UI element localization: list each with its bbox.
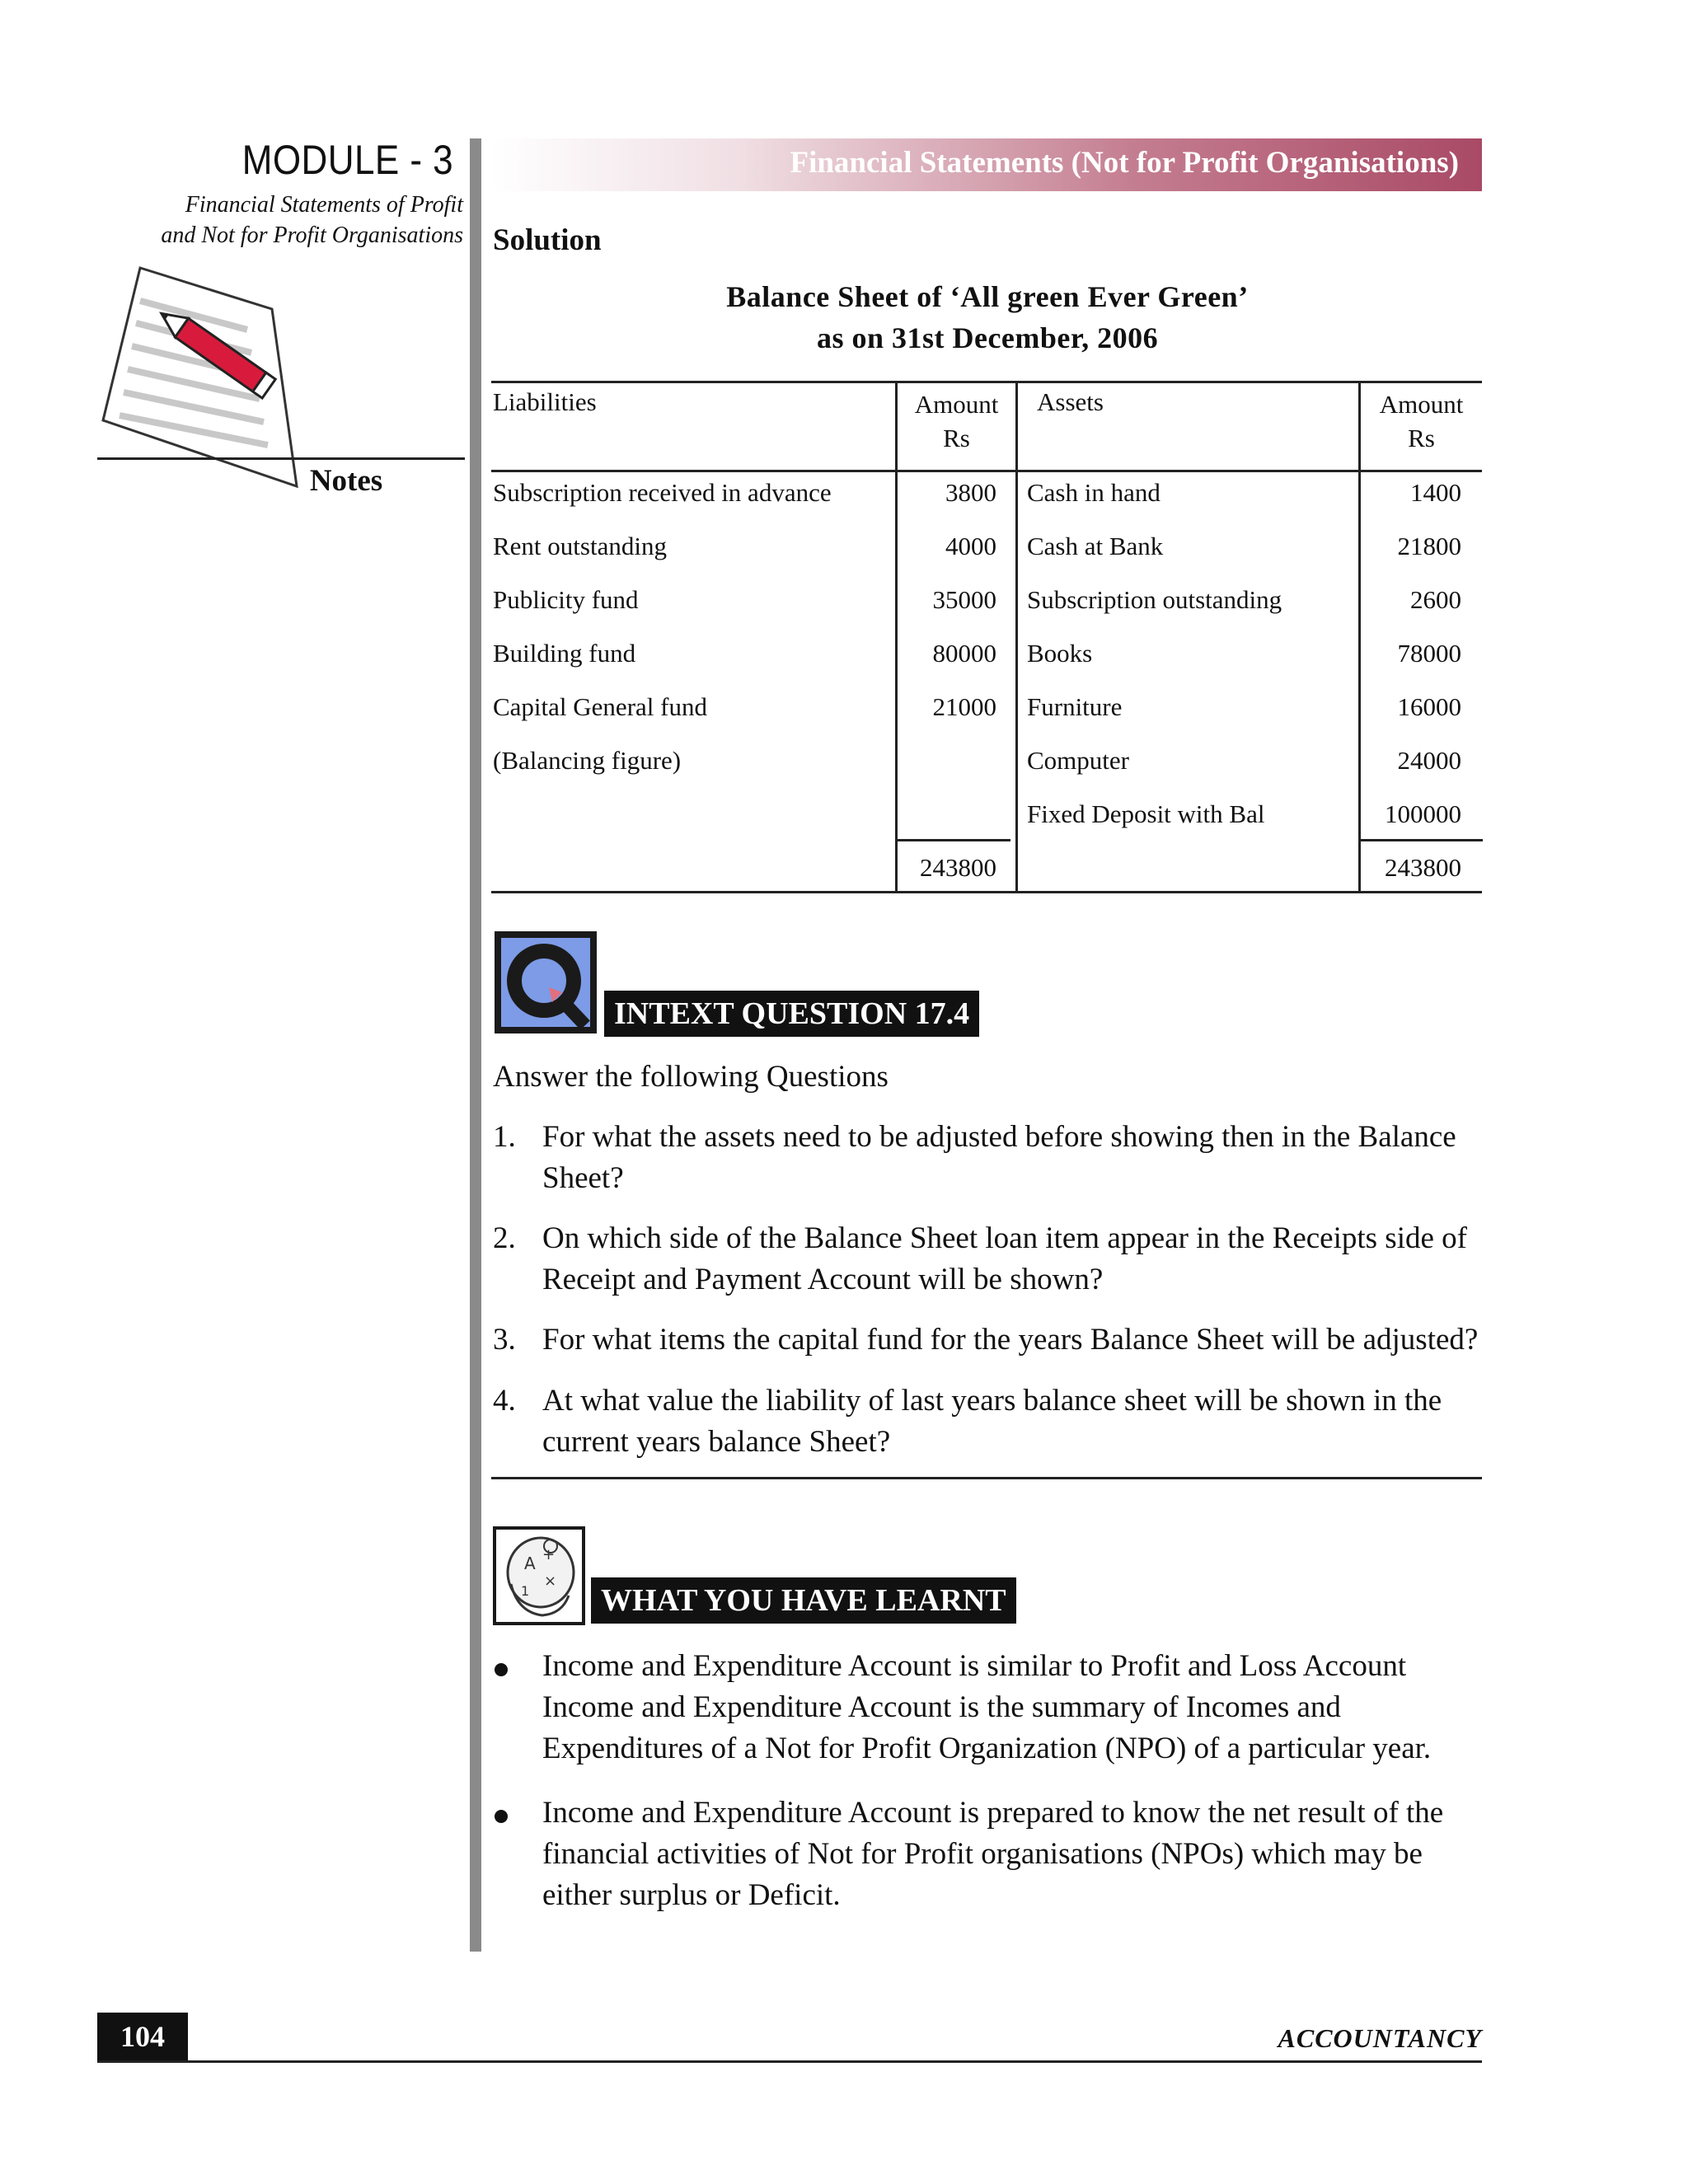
header-assets: Assets — [1037, 387, 1104, 416]
svg-text:+: + — [542, 1546, 556, 1563]
asset-label: Furniture — [1027, 692, 1123, 721]
asset-amount: 2600 — [1410, 585, 1461, 614]
asset-label: Cash in hand — [1027, 478, 1160, 507]
liability-label: Building fund — [493, 639, 636, 668]
col-divider-2 — [1015, 381, 1018, 893]
balance-sheet-title — [493, 276, 1482, 359]
assets-total: 243800 — [1385, 853, 1461, 882]
question-item — [493, 1117, 1482, 1199]
header-amount-liab-line1: Amount — [914, 390, 999, 419]
table-top-rule — [491, 381, 1482, 383]
asset-label: Fixed Deposit with Bal — [1027, 799, 1265, 828]
question-item — [493, 1319, 1482, 1361]
page-number: 104 — [97, 2013, 188, 2060]
table-header-rule — [491, 470, 1482, 472]
svg-text:×: × — [544, 1572, 557, 1590]
question-text: On which side of the Balance Sheet loan item appear in the Receipts side of Receipt and Payment Account will be shown? — [542, 1221, 1467, 1296]
liability-amount: 35000 — [932, 585, 996, 614]
balance-sheet-title-line1: Balance Sheet of ‘All green Ever Green’ — [726, 280, 1249, 313]
margin-bar — [470, 138, 481, 1952]
asset-label: Computer — [1027, 746, 1129, 775]
liability-label: Publicity fund — [493, 585, 639, 614]
asset-amount: 21800 — [1397, 532, 1461, 560]
liabilities-total: 243800 — [920, 853, 996, 882]
learnt-bullet-item — [493, 1646, 1482, 1769]
module-subtitle-line1: Financial Statements of Profit — [185, 192, 463, 218]
asset-label: Books — [1027, 639, 1093, 668]
question-text: For what the assets need to be adjusted before showing then in the Balance Sheet? — [542, 1120, 1456, 1195]
header-amount-liab-line2: Rs — [943, 424, 970, 452]
asset-amount: 78000 — [1397, 639, 1461, 668]
balance-sheet-title-line2: as on 31st December, 2006 — [816, 321, 1159, 354]
question-item — [493, 1380, 1482, 1463]
what-you-have-learnt-heading: WHAT YOU HAVE LEARNT — [591, 1577, 1016, 1624]
question-number: 1. — [493, 1120, 516, 1154]
header-amount-assets-line1: Amount — [1379, 390, 1464, 419]
footer-subject: ACCOUNTANCY — [1278, 2023, 1482, 2053]
question-number: 2. — [493, 1221, 516, 1255]
header-amount-assets-line2: Rs — [1408, 424, 1435, 452]
notes-rule — [97, 457, 465, 460]
svg-text:1: 1 — [521, 1583, 530, 1599]
header-banner-text: Financial Statements (Not for Profit Organisations) — [790, 146, 1459, 180]
svg-text:A: A — [524, 1554, 536, 1573]
bullet-dot — [495, 1810, 508, 1823]
notes-pencil-icon — [95, 264, 309, 494]
learnt-bullet-text: Income and Expenditure Account is prepared to know the net result of the financial activities of Not for Profit organisations (NPOs) which may be either surplus or Deficit. — [542, 1796, 1444, 1912]
col-divider-1 — [895, 381, 898, 893]
bullet-dot — [495, 1663, 508, 1676]
asset-label: Cash at Bank — [1027, 532, 1164, 560]
asset-amount: 1400 — [1410, 478, 1461, 507]
question-text: At what value the liability of last years balance sheet will be shown in the current years balance Sheet? — [542, 1384, 1442, 1459]
intext-question-heading: INTEXT QUESTION 17.4 — [604, 991, 979, 1037]
question-number: 3. — [493, 1323, 516, 1357]
liability-label: (Balancing figure) — [493, 746, 682, 775]
module-subtitle — [99, 190, 463, 251]
liability-label: Rent outstanding — [493, 532, 667, 560]
assets-total-rule — [1361, 839, 1483, 841]
liability-amount: 4000 — [945, 532, 996, 560]
liability-amount: 3800 — [945, 478, 996, 507]
solution-label: Solution — [493, 223, 602, 257]
header-amount-assets — [1361, 387, 1482, 455]
module-title: MODULE - 3 — [241, 137, 453, 183]
balance-sheet-table — [491, 381, 1482, 893]
liability-label: Subscription received in advance — [493, 478, 832, 507]
module-subtitle-line2: and Not for Profit Organisations — [161, 223, 463, 248]
learnt-bullet-item — [493, 1793, 1482, 1916]
header-amount-liabilities — [898, 387, 1015, 455]
asset-label: Subscription outstanding — [1027, 585, 1282, 614]
question-number: 4. — [493, 1384, 516, 1418]
asset-amount: 24000 — [1397, 746, 1461, 775]
notes-label: Notes — [309, 464, 383, 498]
learnt-brain-icon — [493, 1526, 585, 1625]
question-q-icon — [493, 930, 598, 1035]
liab-total-rule — [897, 839, 1010, 841]
question-text: For what items the capital fund for the years Balance Sheet will be adjusted? — [542, 1323, 1479, 1357]
liability-label: Capital General fund — [493, 692, 707, 721]
table-bottom-rule — [491, 891, 1482, 893]
liability-amount: 21000 — [932, 692, 996, 721]
asset-amount: 16000 — [1397, 692, 1461, 721]
section-rule — [491, 1477, 1482, 1479]
asset-amount: 100000 — [1385, 799, 1461, 828]
learnt-bullet-text: Income and Expenditure Account is similar to Profit and Loss Account Income and Expenditure Account is the summary of Incomes and Expenditures of a Not for Profit Organization (NPO) of a particular year. — [542, 1649, 1432, 1765]
liability-amount: 80000 — [932, 639, 996, 668]
answer-intro: Answer the following Questions — [493, 1060, 889, 1094]
question-item — [493, 1218, 1482, 1301]
footer-rule — [97, 2060, 1482, 2063]
header-liabilities: Liabilities — [493, 387, 597, 416]
header-banner — [491, 138, 1482, 191]
